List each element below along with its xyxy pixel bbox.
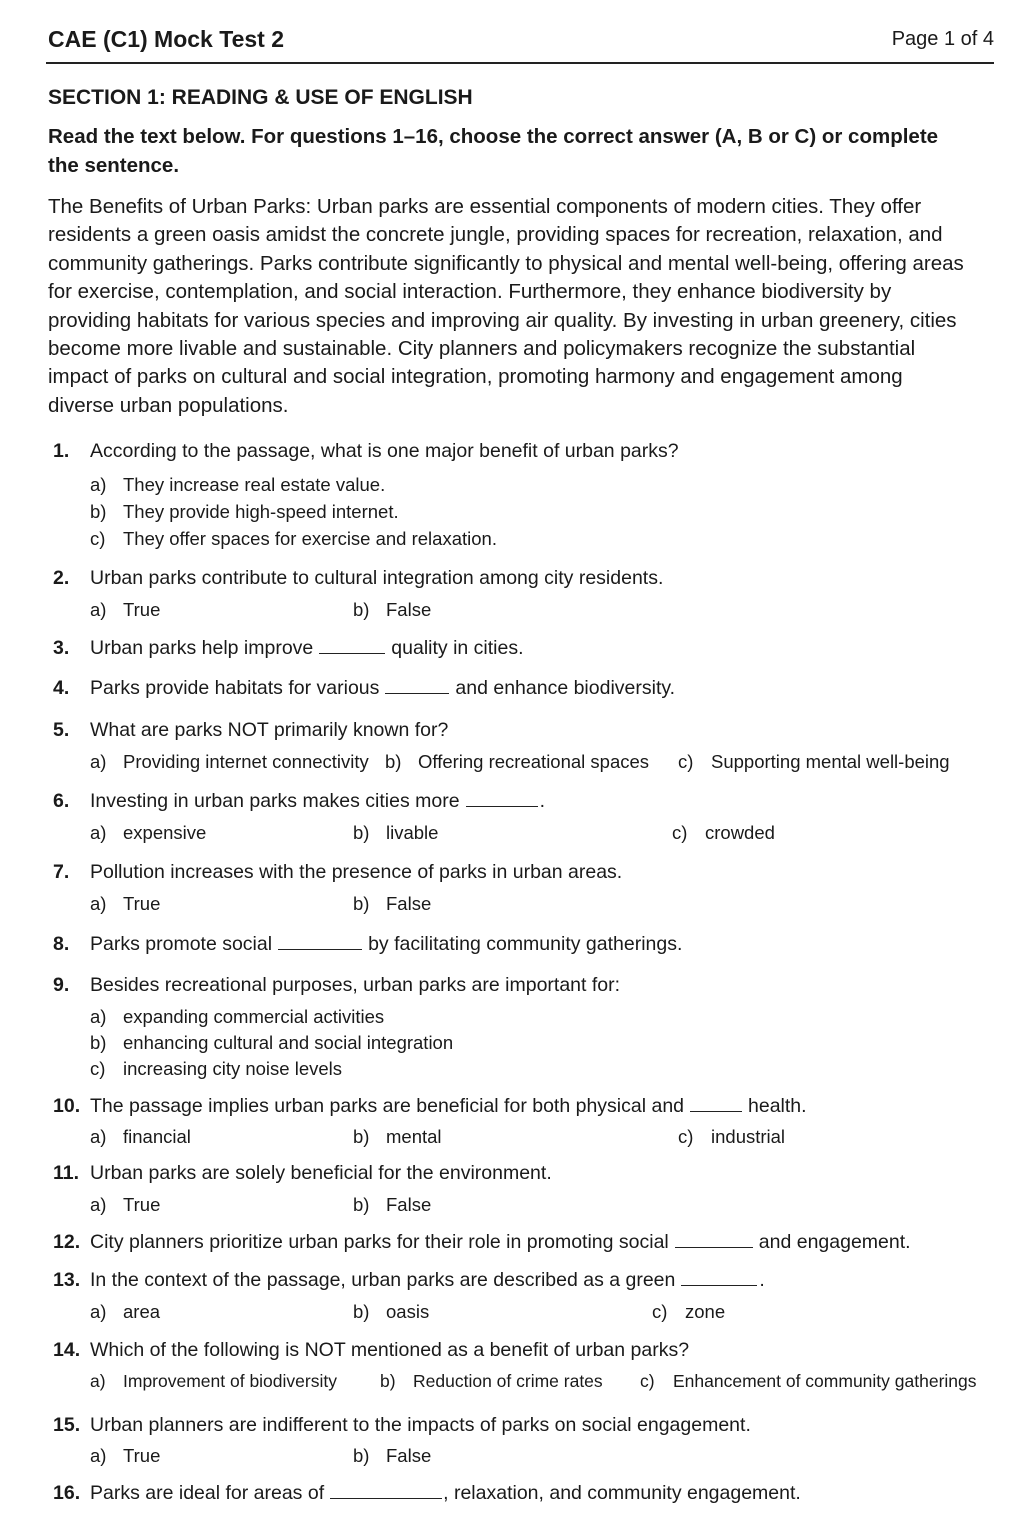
q1-option-a[interactable] <box>90 474 385 496</box>
option-text: True <box>123 1445 161 1466</box>
option-letter: a) <box>90 474 107 495</box>
question-text-end: health. <box>748 1095 807 1117</box>
question-text: What are parks NOT primarily known for? <box>90 719 449 741</box>
option-letter: b) <box>353 599 370 620</box>
option-text: industrial <box>711 1126 786 1147</box>
option-text: livable <box>386 822 439 843</box>
option-text: oasis <box>386 1301 430 1322</box>
question-number: 7. <box>53 861 70 883</box>
option-text: increasing city noise levels <box>123 1058 343 1079</box>
option-text: False <box>386 1194 432 1215</box>
q2-option-a[interactable] <box>90 599 160 621</box>
option-letter: a) <box>90 599 107 620</box>
q9-option-b[interactable] <box>90 1032 453 1054</box>
option-letter: c) <box>678 751 694 772</box>
question-text-end: and engagement. <box>758 1231 911 1253</box>
question-text-start: In the context of the passage, urban parks are described as a green <box>90 1269 676 1291</box>
answer-blank[interactable] <box>330 1497 442 1499</box>
q6-option-c[interactable] <box>672 822 775 844</box>
question-text-start: Parks promote social <box>90 933 273 955</box>
option-text: expensive <box>123 822 207 843</box>
question-number: 2. <box>53 567 70 589</box>
question-number: 8. <box>53 933 70 955</box>
option-letter: a) <box>90 751 107 772</box>
section-heading: SECTION 1: READING & USE OF ENGLISH <box>48 86 473 109</box>
q10-option-c[interactable] <box>678 1126 785 1148</box>
option-letter: a) <box>90 1194 107 1215</box>
option-text: financial <box>123 1126 191 1147</box>
option-letter: b) <box>353 1126 370 1147</box>
question-number: 13. <box>53 1269 81 1291</box>
option-text: False <box>386 599 432 620</box>
question-number: 12. <box>53 1231 81 1253</box>
question-number: 15. <box>53 1414 81 1436</box>
option-text: Supporting mental well-being <box>711 751 950 772</box>
q5-option-b[interactable] <box>385 751 649 773</box>
question-text-end: quality in cities. <box>391 637 524 659</box>
question-7 <box>53 861 622 884</box>
header-divider <box>46 62 994 64</box>
answer-blank[interactable] <box>385 692 449 694</box>
question-11 <box>53 1162 552 1185</box>
question-number: 14. <box>53 1339 81 1361</box>
option-letter: c) <box>640 1371 655 1391</box>
q13-option-b[interactable] <box>353 1301 429 1323</box>
q13-option-c[interactable] <box>652 1301 725 1323</box>
question-text-end: by facilitating community gatherings. <box>368 933 683 955</box>
option-text: zone <box>685 1301 726 1322</box>
option-letter: a) <box>90 1006 107 1027</box>
option-letter: c) <box>652 1301 668 1322</box>
question-16 <box>53 1482 801 1505</box>
q14-option-a[interactable] <box>90 1371 337 1392</box>
option-text: Reduction of crime rates <box>413 1371 603 1391</box>
option-letter: a) <box>90 822 107 843</box>
q9-option-a[interactable] <box>90 1006 384 1028</box>
option-letter: b) <box>353 1301 370 1322</box>
option-text: They increase real estate value. <box>123 474 386 495</box>
option-text: mental <box>386 1126 442 1147</box>
option-letter: c) <box>678 1126 694 1147</box>
option-letter: c) <box>672 822 688 843</box>
q10-option-a[interactable] <box>90 1126 191 1148</box>
option-letter: b) <box>380 1371 396 1391</box>
question-text-start: Parks are ideal for areas of <box>90 1482 325 1504</box>
page-header <box>48 22 994 62</box>
option-letter: a) <box>90 1301 107 1322</box>
question-text: Urban planners are indifferent to the impacts of parks on social engagement. <box>90 1414 751 1436</box>
option-letter: b) <box>385 751 402 772</box>
answer-blank[interactable] <box>690 1110 742 1112</box>
option-text: area <box>123 1301 161 1322</box>
question-number: 1. <box>53 440 70 462</box>
q15-option-a[interactable] <box>90 1445 160 1467</box>
q14-option-b[interactable] <box>380 1371 603 1392</box>
question-number: 3. <box>53 637 70 659</box>
question-number: 6. <box>53 790 70 812</box>
option-text: crowded <box>705 822 775 843</box>
question-text-end: and enhance biodiversity. <box>455 677 676 699</box>
option-letter: b) <box>353 822 370 843</box>
answer-blank[interactable] <box>278 948 362 950</box>
q5-option-a[interactable] <box>90 751 369 773</box>
question-12 <box>53 1231 911 1254</box>
question-text-end: . <box>539 790 545 812</box>
option-letter: c) <box>90 528 106 549</box>
option-letter: b) <box>353 893 370 914</box>
q9-option-c[interactable] <box>90 1058 342 1080</box>
q10-option-b[interactable] <box>353 1126 442 1148</box>
test-title: CAE (C1) Mock Test 2 <box>48 26 285 52</box>
question-text-start: The passage implies urban parks are beneficial for both physical and <box>90 1095 685 1117</box>
question-14 <box>53 1339 689 1362</box>
question-text: Besides recreational purposes, urban parks are important for: <box>90 974 621 996</box>
option-text: Improvement of biodiversity <box>123 1371 337 1391</box>
option-text: Offering recreational spaces <box>418 751 650 772</box>
question-text: According to the passage, what is one major benefit of urban parks? <box>90 440 679 462</box>
question-text-start: Urban parks help improve <box>90 637 314 659</box>
question-13 <box>53 1269 765 1292</box>
question-6 <box>53 790 545 813</box>
q15-option-b[interactable] <box>353 1445 431 1467</box>
q14-option-c[interactable] <box>640 1371 977 1392</box>
question-number: 9. <box>53 974 70 996</box>
q11-option-b[interactable] <box>353 1194 431 1216</box>
question-2 <box>53 567 663 590</box>
answer-blank[interactable] <box>466 805 538 807</box>
option-letter: a) <box>90 1126 107 1147</box>
option-letter: b) <box>90 1032 107 1053</box>
question-8 <box>53 933 682 956</box>
question-text-start: Investing in urban parks makes cities more <box>90 790 460 812</box>
option-letter: b) <box>353 1194 370 1215</box>
question-text-end: . <box>759 1269 765 1291</box>
q7-option-a[interactable] <box>90 893 160 915</box>
option-letter: a) <box>90 1445 107 1466</box>
question-number: 11. <box>53 1162 80 1184</box>
question-text: Which of the following is NOT mentioned as a benefit of urban parks? <box>90 1339 690 1361</box>
question-text-end: , relaxation, and community engagement. <box>443 1482 801 1504</box>
question-number: 10. <box>53 1095 81 1117</box>
q7-option-b[interactable] <box>353 893 431 915</box>
question-10 <box>53 1095 807 1118</box>
question-5 <box>53 719 448 742</box>
q1-option-c[interactable] <box>90 528 497 550</box>
question-text: Urban parks are solely beneficial for the environment. <box>90 1162 552 1184</box>
option-text: True <box>123 1194 161 1215</box>
question-4 <box>53 677 675 700</box>
option-text: Enhancement of community gatherings <box>673 1371 977 1391</box>
option-letter: b) <box>90 501 107 522</box>
option-text: False <box>386 893 432 914</box>
q6-option-b[interactable] <box>353 822 438 844</box>
question-number: 5. <box>53 719 70 741</box>
option-text: enhancing cultural and social integration <box>123 1032 454 1053</box>
page-number: Page 1 of 4 <box>891 28 994 50</box>
q6-option-a[interactable] <box>90 822 206 844</box>
q13-option-a[interactable] <box>90 1301 160 1323</box>
question-text-start: City planners prioritize urban parks for their role in promoting social <box>90 1231 669 1253</box>
q1-option-b[interactable] <box>90 501 399 523</box>
option-text: True <box>123 599 161 620</box>
option-letter: a) <box>90 1371 106 1391</box>
option-letter: a) <box>90 893 107 914</box>
option-text: They offer spaces for exercise and relaxation. <box>123 528 497 549</box>
option-letter: b) <box>353 1445 370 1466</box>
question-number: 16. <box>53 1482 81 1504</box>
question-9 <box>53 974 620 997</box>
option-text: expanding commercial activities <box>123 1006 385 1027</box>
reading-passage: The Benefits of Urban Parks: Urban parks are essential components of modern cities. They offer residents a green oasis amidst the concrete jungle, providing spaces for recreation, relaxation, and community gatherings. Parks contribute significantly to physical and mental well-being, offering areas for exercise, contemplation, and social interaction. Furthermore, they enhance biodiversity by providing habitats for various species and improving air quality. By investing in urban greenery, cities become more livable and sustainable. City planners and policymakers recognize the substantial impact of parks on cultural and social integration, promoting harmony and engagement among diverse urban populations. <box>48 195 964 417</box>
instructions: Read the text below. For questions 1–16, choose the correct answer (A, B or C) or complete the sentence. <box>48 125 939 177</box>
question-15 <box>53 1414 751 1437</box>
answer-blank[interactable] <box>319 652 385 654</box>
question-1 <box>53 440 679 463</box>
option-letter: c) <box>90 1058 106 1079</box>
q2-option-b[interactable] <box>353 599 431 621</box>
answer-blank[interactable] <box>681 1284 757 1286</box>
question-text-start: Parks provide habitats for various <box>90 677 380 699</box>
option-text: True <box>123 893 161 914</box>
option-text: They provide high-speed internet. <box>123 501 399 522</box>
question-number: 4. <box>53 677 70 699</box>
q11-option-a[interactable] <box>90 1194 160 1216</box>
option-text: False <box>386 1445 432 1466</box>
question-text: Urban parks contribute to cultural integration among city residents. <box>90 567 664 589</box>
answer-blank[interactable] <box>675 1246 753 1248</box>
question-text: Pollution increases with the presence of parks in urban areas. <box>90 861 623 883</box>
q5-option-c[interactable] <box>678 751 950 773</box>
question-3 <box>53 637 524 660</box>
option-text: Providing internet connectivity <box>123 751 369 772</box>
